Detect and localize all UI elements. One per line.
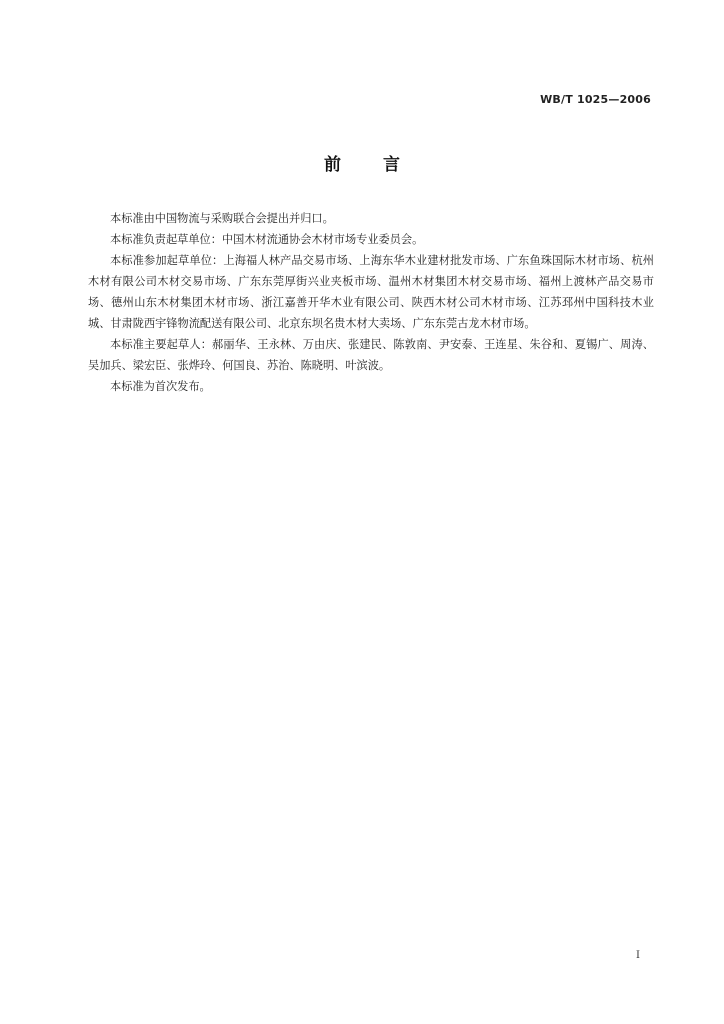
paragraph-drafting-unit: 本标准负责起草单位：中国木材流通协会木材市场专业委员会。 — [110, 233, 424, 246]
page-number: I — [636, 950, 640, 961]
paragraph-first-release: 本标准为首次发布。 — [110, 380, 211, 393]
paragraph-proposer: 本标准由中国物流与采购联合会提出并归口。 — [110, 212, 334, 225]
page-title: 前言 — [324, 155, 442, 175]
foreword-body — [88, 208, 654, 397]
standard-code: WB/T 1025—2006 — [540, 93, 651, 106]
paragraph-participating-units: 本标准参加起草单位：上海福人林产品交易市场、上海东华木业建材批发市场、广东鱼珠国际木材市场、杭州木材有限公司木材交易市场、广东东莞厚街兴业夹板市场、温州木材集团木材交易市场、福州上渡林产品交易市场、德州山东木材集团木材市场、浙江嘉善开华木业有限公司、陕西木材公司木材市场、江苏邳州中国科技木业城、甘肃陇西宇锋物流配送有限公司、北京东坝名贵木材大卖场、广东东莞古龙木材市场。 — [88, 254, 654, 330]
paragraph-main-drafters: 本标准主要起草人：郝丽华、王永林、万由庆、张建民、陈敦南、尹安泰、王连星、朱谷和、夏锡广、周涛、吴加兵、梁宏臣、张烨玲、何国良、苏治、陈晓明、叶滨波。 — [88, 338, 654, 372]
